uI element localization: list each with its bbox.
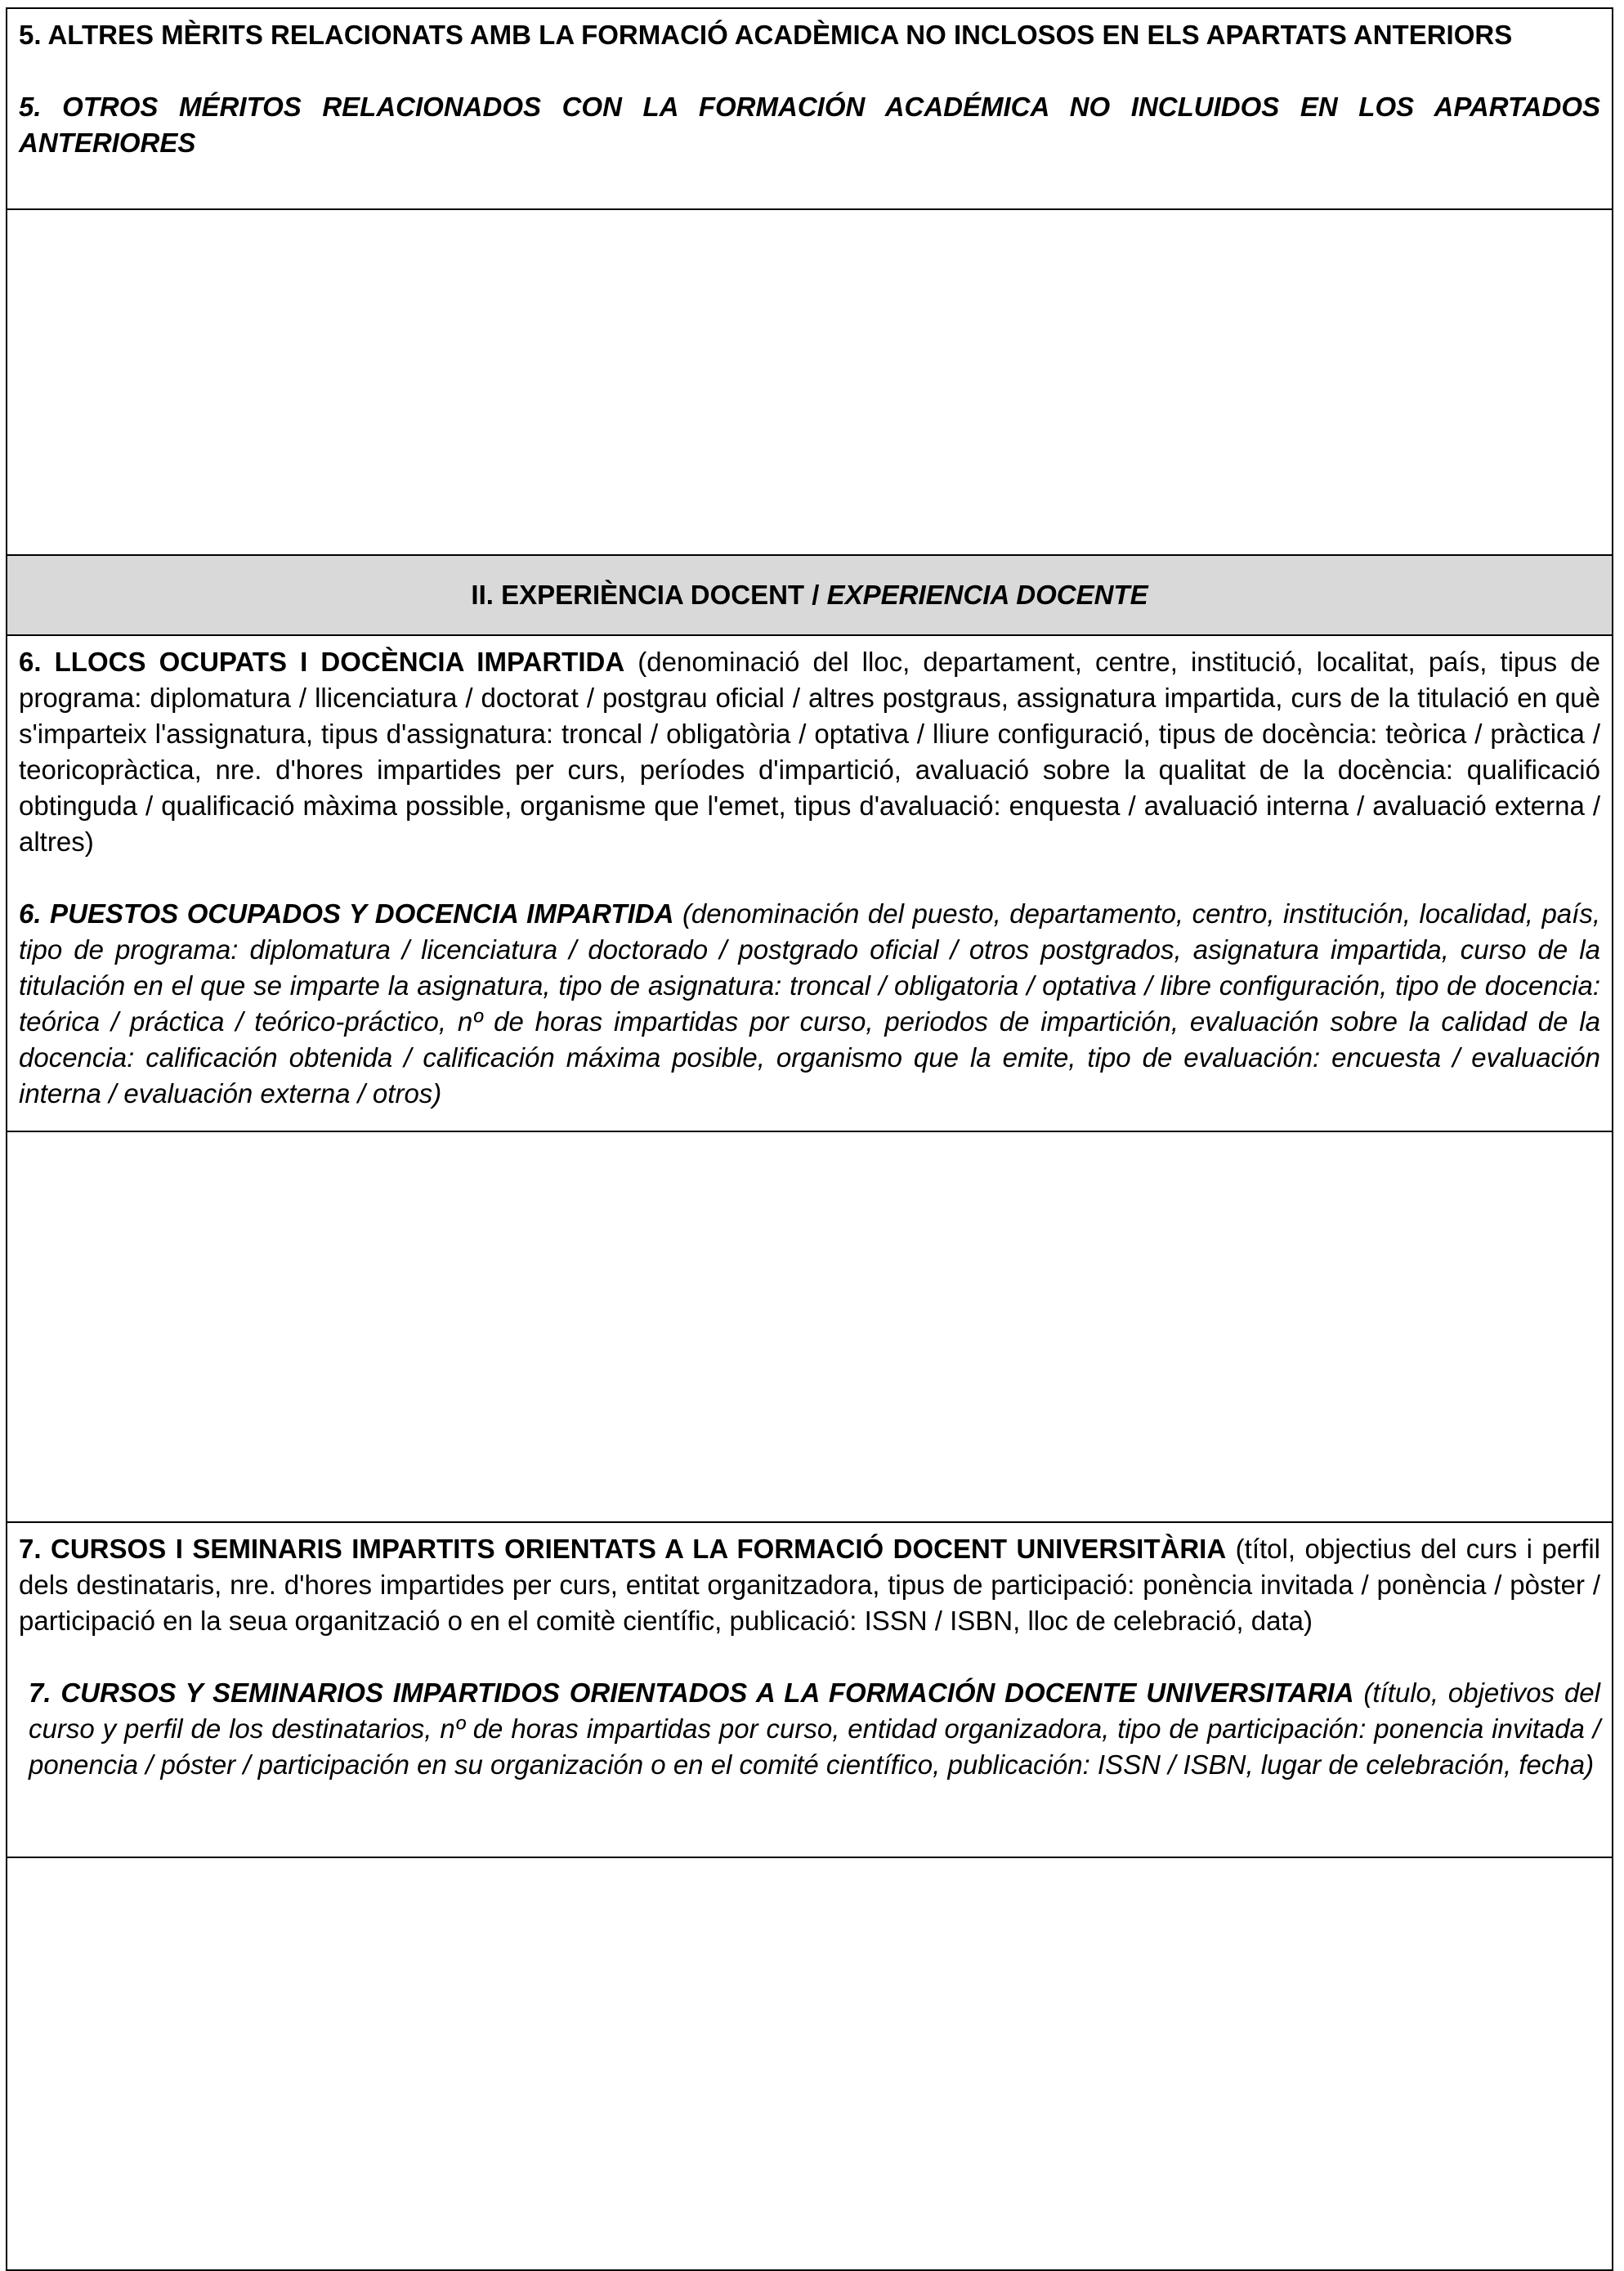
section-6-title-catalan: 6. LLOCS OCUPATS I DOCÈNCIA IMPARTIDA [19,647,625,677]
section-7-catalan [19,1531,1600,1639]
section-6-entry-box[interactable] [7,1132,1612,1523]
section-6-description-spanish: (denominación del puesto, departamento, centro, institución, localidad, país, tipo de programa: diplomatura / licenciatura / doctorado / postgrado oficial / otros postgrados, asignatura impartida, curso de la titulación en el que se imparte la asignatura, tipo de asignatura: troncal / obligatoria / optativa / libre configuración, tipo de docencia: teórica / práctica / teórico-práctico, nº de horas impartidas por curso, periodos de impartición, evaluación sobre la calidad de la docencia: calificación obtenida / calificación máxima posible, organismo que la emite, tipo de evaluación: encuesta / evaluación interna / evaluación externa / otros) [19,898,1600,1109]
section-6-catalan [19,644,1600,860]
section-6-heading [7,636,1612,1132]
section-5-entry-box[interactable] [7,210,1612,556]
section-5-title-catalan: 5. ALTRES MÈRITS RELACIONATS AMB LA FORMACIÓ ACADÈMICA NO INCLOSOS EN ELS APARTATS ANTERIORS [19,20,1513,50]
section-7-heading [7,1523,1612,1858]
section-7-description-spanish: (título, objetivos del curso y perfil de los destinatarios, nº de horas impartidas por curso, entidad organizadora, tipo de participación: ponencia invitada / ponencia / póster / participación en su organización o en el comité científico, publicación: ISSN / ISBN, lugar de celebración, fecha) [29,1677,1600,1780]
section-7-entry-box[interactable] [7,1858,1612,2269]
section-7-spanish [19,1675,1600,1783]
section-ii-header [7,556,1612,636]
section-6-title-spanish: 6. PUESTOS OCUPADOS Y DOCENCIA IMPARTIDA [19,898,674,929]
section-5-title-spanish: 5. OTROS MÉRITOS RELACIONADOS CON LA FORMACIÓN ACADÉMICA NO INCLUIDOS EN LOS APARTADOS ANTERIORES [19,92,1600,158]
section-7-description-catalan: (títol, objectius del curs i perfil dels destinataris, nre. d'hores impartides per curs, entitat organitzadora, tipus de participació: ponència invitada / ponència / pòster / participació en la seua organització o en el comitè científic, publicació: ISSN / ISBN, lloc de celebració, data) [19,1534,1600,1636]
section-ii-title-catalan: II. EXPERIÈNCIA DOCENT / [471,580,827,610]
section-7-title-spanish: 7. CURSOS Y SEMINARIOS IMPARTIDOS ORIENTADOS A LA FORMACIÓN DOCENTE UNIVERSITARIA [29,1677,1354,1708]
section-6-description-catalan: (denominació del lloc, departament, centre, institució, localitat, país, tipus de programa: diplomatura / llicenciatura / doctorat / postgrau oficial / altres postgraus, assignatura impartida, curs de la titulació en què s'imparteix l'assignatura, tipus d'assignatura: troncal / obligatòria / optativa / lliure configuració, tipus de docència: teòrica / pràctica / teoricopràctica, nre. d'hores impartides per curs, períodes d'impartició, avaluació sobre la qualitat de la docència: qualificació obtinguda / qualificació màxima possible, organisme que l'emet, tipus d'avaluació: enquesta / avaluació interna / avaluació externa / altres) [19,647,1600,857]
section-6-spanish [19,896,1600,1112]
section-7-title-catalan: 7. CURSOS I SEMINARIS IMPARTITS ORIENTATS A LA FORMACIÓ DOCENT UNIVERSITÀRIA [19,1534,1227,1564]
section-ii-title-spanish: EXPERIENCIA DOCENTE [826,580,1148,610]
cv-form-table [6,7,1613,2271]
section-5-heading [7,9,1612,210]
